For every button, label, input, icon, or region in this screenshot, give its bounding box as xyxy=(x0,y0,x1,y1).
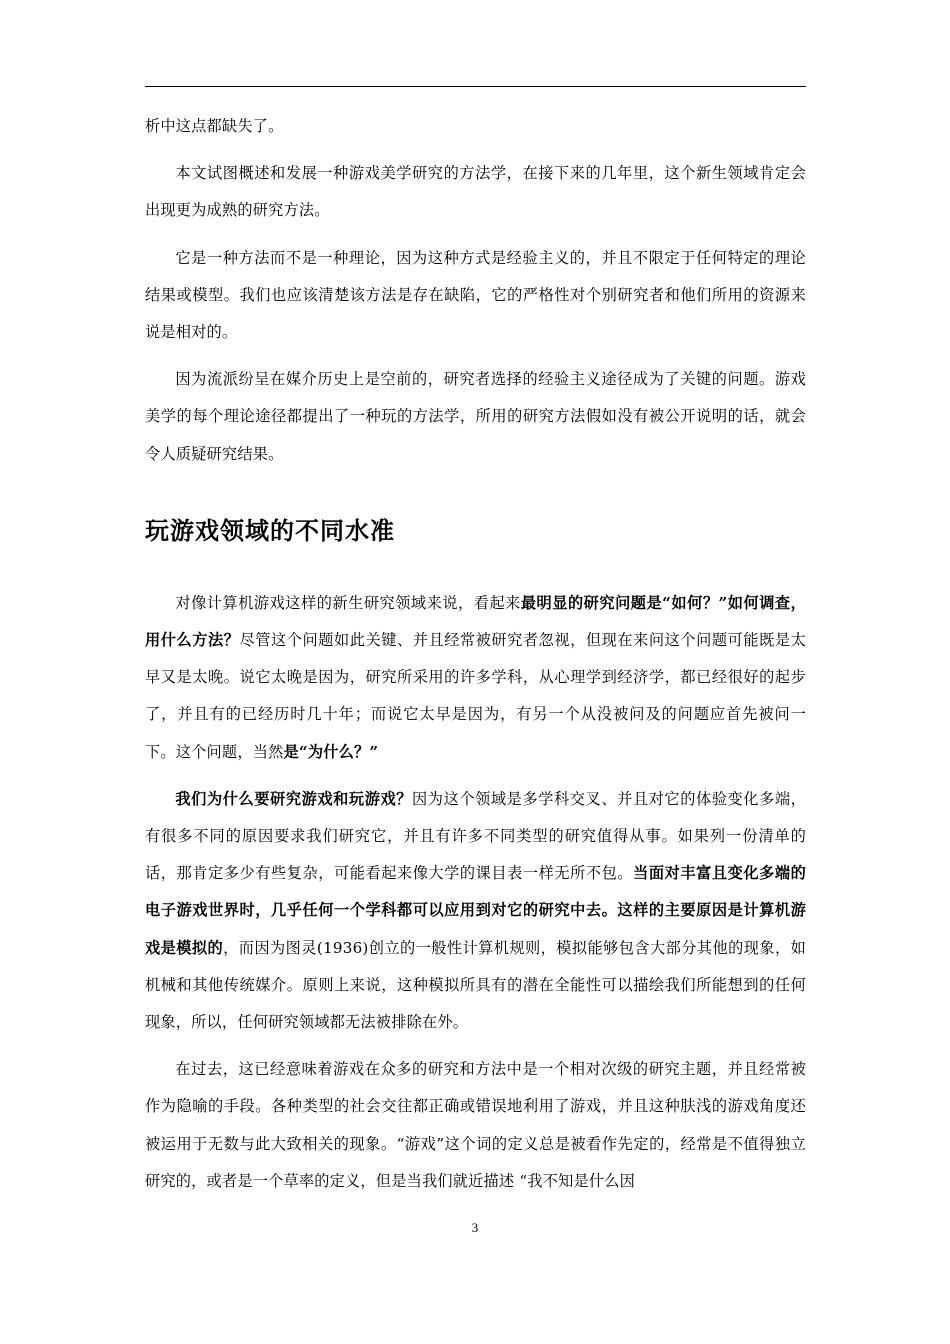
paragraph-in-the-past: 在过去，这已经意味着游戏在众多的研究和方法中是一个相对次级的研究主题，并且经常被作为隐喻的手段。各种类型的社会交往都正确或错误地利用了游戏，并且这种肤浅的游戏角度还被运用于无数与此大致相关的现象。“游戏”这个词的定义总是被看作先定的，经常是不值得独立研究的，或者是一个草率的定义，但是当我们就近描述 “我不知是什么因 xyxy=(145,1060,806,1190)
bold-segment: 当面对丰富且变化多端的电子游戏世界时，几乎任何一个学科都可以应用到对它的研究中去。这样的主要原因是计算机游戏是模拟的 xyxy=(145,864,807,957)
paragraph-methodology: 本文试图概述和发展一种游戏美学研究的方法学，在接下来的几年里，这个新生领域肯定会出现更为成熟的研究方法。 xyxy=(145,164,806,220)
bold-segment: 最明显的研究问题是“如何？”如何调查，用什么方法？ xyxy=(145,593,806,650)
text-segment: 尽管这个问题如此关键、并且经常被研究者忽视，但现在来问这个问题可能既是太早又是太晚。说它太晚是因为，研究所采用的许多学科，从心理学到经济学，都已经很好的起步了，并且有的已经历时几十年；而说它太早是因为，有另一个从没被问及的问题应首先被问一下。这个问题，当然 xyxy=(145,631,806,761)
bold-segment: 我们为什么要研究游戏和玩游戏？ xyxy=(175,789,413,808)
section-heading: 玩游戏领域的不同水准 xyxy=(145,516,395,545)
text-segment: 对像计算机游戏这样的新生研究领域来说，看起来 xyxy=(175,593,521,612)
text-segment: 因为这个领域是多学科交叉、并且对它的体验变化多端，有很多不同的原因要求我们研究它，并且有许多不同类型的研究值得从事。如果列一份清单的话，那肯定多少有些复杂，可能看起来像大学的课目表一样无所不包。 xyxy=(145,789,807,883)
paragraph-why-study xyxy=(145,781,806,1041)
page-number: 3 xyxy=(471,1220,479,1235)
paragraph-method-not-theory: 它是一种方法而不是一种理论，因为这种方式是经验主义的，并且不限定于任何特定的理论结果或模型。我们也应该清楚该方法是存在缺陷，它的严格性对个别研究者和他们所用的资源来说是相对的。 xyxy=(145,248,806,342)
paragraph-continued: 析中这点都缺失了。 xyxy=(145,117,284,135)
paragraph-genre-diversity: 因为流派纷呈在媒介历史上是空前的，研究者选择的经验主义途径成为了关键的问题。游戏美学的每个理论途径都提出了一种玩的方法学，所用的研究方法假如没有被公开说明的话，就会令人质疑研究结果。 xyxy=(145,370,806,463)
text-segment: ，而因为图灵(1936)创立的一般性计算机规则，模拟能够包含大部分其他的现象，如机械和其他传统媒介。原则上来说，这种模拟所具有的潜在全能性可以描绘我们所能想到的任何现象，所以，任何研究领域都无法被排除在外。 xyxy=(145,938,806,1032)
bold-segment: 是“为什么？” xyxy=(283,742,379,761)
paragraph-how-question xyxy=(145,585,806,771)
header-rule xyxy=(145,86,806,87)
document-body xyxy=(145,108,806,1210)
